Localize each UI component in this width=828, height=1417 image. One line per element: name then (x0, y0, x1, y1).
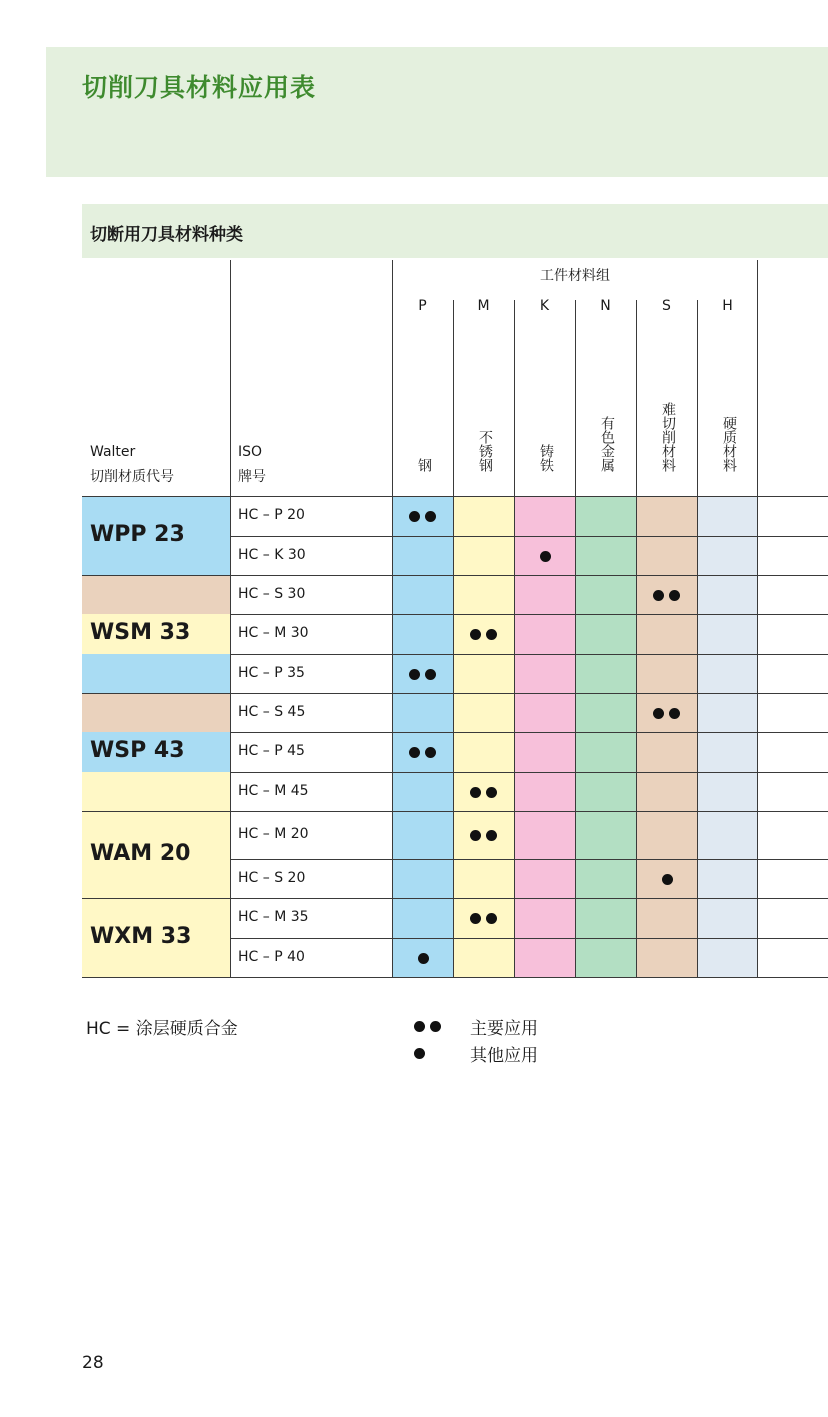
other-use-dot-icon (662, 874, 673, 885)
column-letter: H (722, 298, 733, 314)
main-use-dot-icon (486, 629, 497, 640)
material-cell (636, 811, 697, 859)
table-rule (392, 260, 393, 977)
grade-name: WPP 23 (90, 521, 185, 547)
column-letter: K (539, 298, 550, 314)
material-cell (575, 938, 636, 977)
material-cell (697, 859, 758, 898)
material-cell (392, 811, 453, 859)
material-cell (575, 614, 636, 654)
material-cell (514, 614, 575, 654)
material-cell (636, 536, 697, 575)
material-cell (514, 772, 575, 811)
column-material-name: 有色金属 (599, 416, 615, 472)
material-cell (575, 859, 636, 898)
material-cell (575, 732, 636, 772)
material-cell (453, 811, 514, 859)
iso-grade-label: HC – S 20 (238, 869, 306, 886)
material-cell (575, 536, 636, 575)
column-material-name: 硬质材料 (721, 416, 737, 472)
iso-grade-label: HC – P 45 (238, 743, 305, 759)
material-cell (697, 938, 758, 977)
main-use-dot-icon (425, 511, 436, 522)
iso-grade-label: HC – S 30 (238, 585, 306, 602)
table-rule (636, 300, 637, 977)
material-cell (697, 811, 758, 859)
legend-dot-icon (414, 1021, 425, 1032)
page-number: 28 (82, 1353, 104, 1373)
column-material-name: 难切削材料 (660, 402, 676, 472)
table-rule (230, 938, 828, 939)
material-cell (697, 693, 758, 732)
column-material-name: 不锈钢 (477, 430, 493, 472)
iso-grade-label: HC – M 35 (238, 909, 309, 925)
legend-dot-icon (414, 1048, 425, 1059)
grade-cell-bg (82, 654, 230, 693)
main-use-dot-icon (486, 913, 497, 924)
column-letter: S (662, 298, 671, 314)
table-rule (82, 496, 828, 497)
material-cell (453, 575, 514, 614)
table-rule (230, 654, 828, 655)
material-cell (392, 614, 453, 654)
main-use-dot-icon (409, 511, 420, 522)
main-use-dot-icon (425, 669, 436, 680)
material-cell (636, 898, 697, 938)
material-cell (697, 536, 758, 575)
iso-grade-label: HC – M 45 (238, 782, 309, 799)
material-cell (453, 938, 514, 977)
other-use-dot-icon (540, 551, 551, 562)
iso-grade-label: HC – S 45 (238, 703, 306, 720)
table-rule (757, 260, 758, 977)
material-cell (392, 732, 453, 772)
iso-header-line1: ISO (238, 444, 263, 460)
main-use-dot-icon (653, 590, 664, 601)
material-cell (514, 693, 575, 732)
grade-name: WAM 20 (90, 840, 191, 866)
column-material-name: 钢 (416, 458, 432, 472)
material-cell (636, 772, 697, 811)
table-rule (82, 977, 828, 978)
column-letter: M (477, 298, 490, 314)
table-rule (82, 693, 828, 694)
table-rule (230, 536, 828, 537)
material-cell (453, 496, 514, 536)
material-cell (514, 575, 575, 614)
main-use-dot-icon (409, 747, 420, 758)
material-cell (453, 654, 514, 693)
table-rule (514, 300, 515, 977)
material-cell (392, 693, 453, 732)
material-cell (453, 614, 514, 654)
material-cell (575, 496, 636, 536)
main-use-dot-icon (486, 830, 497, 841)
material-cell (453, 732, 514, 772)
material-cell (636, 654, 697, 693)
material-cell (636, 938, 697, 977)
iso-grade-label: HC – M 30 (238, 625, 309, 641)
material-cell (697, 496, 758, 536)
grade-header-line1: Walter (90, 444, 136, 460)
material-cell (453, 859, 514, 898)
main-use-dot-icon (486, 787, 497, 798)
main-use-dot-icon (653, 708, 664, 719)
material-cell (514, 732, 575, 772)
material-cell (514, 859, 575, 898)
legend-other-use: 其他应用 (470, 1046, 538, 1066)
material-cell (697, 898, 758, 938)
material-cell (453, 536, 514, 575)
material-cell (575, 898, 636, 938)
material-cell (636, 693, 697, 732)
page-title: 切削刀具材料应用表 (82, 73, 317, 102)
column-letter: P (418, 298, 427, 314)
material-cell (636, 575, 697, 614)
material-cell (697, 732, 758, 772)
column-letter: N (600, 298, 611, 314)
material-cell (636, 614, 697, 654)
legend-hc-note: HC = 涂层硬质合金 (86, 1019, 238, 1039)
material-cell (392, 654, 453, 693)
table-rule (575, 300, 576, 977)
grade-cell-bg (82, 693, 230, 732)
table-rule (697, 300, 698, 977)
material-cell (392, 496, 453, 536)
grade-header-line2: 切削材质代号 (90, 469, 174, 485)
material-cell (514, 496, 575, 536)
material-cell (575, 772, 636, 811)
material-cell (575, 654, 636, 693)
table-rule (230, 260, 231, 977)
material-cell (392, 772, 453, 811)
material-cell (636, 732, 697, 772)
table-rule (82, 898, 828, 899)
material-cell (453, 898, 514, 938)
material-cell (697, 772, 758, 811)
iso-grade-label: HC – P 20 (238, 507, 305, 523)
material-cell (392, 536, 453, 575)
material-cell (697, 654, 758, 693)
column-material-name: 铸铁 (538, 444, 554, 472)
grade-name: WXM 33 (90, 923, 192, 949)
iso-grade-label: HC – K 30 (238, 546, 306, 563)
grade-cell-bg (82, 575, 230, 614)
iso-grade-label: HC – M 20 (238, 826, 309, 842)
material-cell (392, 575, 453, 614)
material-cell (575, 811, 636, 859)
main-use-dot-icon (669, 708, 680, 719)
material-cell (392, 898, 453, 938)
material-cell (697, 575, 758, 614)
main-use-dot-icon (470, 629, 481, 640)
material-cell (636, 496, 697, 536)
material-cell (697, 614, 758, 654)
table-rule (82, 811, 828, 812)
main-use-dot-icon (669, 590, 680, 601)
table-rule (230, 859, 828, 860)
table-rule (230, 732, 828, 733)
material-cell (514, 938, 575, 977)
legend-main-use: 主要应用 (470, 1019, 538, 1039)
grade-cell-bg (82, 772, 230, 811)
iso-grade-label: HC – P 40 (238, 948, 305, 965)
material-cell (514, 898, 575, 938)
iso-header-line2: 牌号 (238, 469, 266, 485)
material-group-title: 工件材料组 (540, 268, 610, 284)
material-cell (514, 811, 575, 859)
main-use-dot-icon (425, 747, 436, 758)
other-use-dot-icon (418, 953, 429, 964)
material-cell (453, 693, 514, 732)
material-cell (575, 575, 636, 614)
main-use-dot-icon (470, 913, 481, 924)
table-rule (453, 300, 454, 977)
main-use-dot-icon (409, 669, 420, 680)
material-cell (514, 654, 575, 693)
grade-name: WSP 43 (90, 738, 185, 763)
legend-dot-icon (430, 1021, 441, 1032)
table-rule (230, 614, 828, 615)
table-rule (82, 575, 828, 576)
grade-name: WSM 33 (90, 620, 191, 645)
material-cell (453, 772, 514, 811)
main-use-dot-icon (470, 830, 481, 841)
section-title: 切断用刀具材料种类 (90, 225, 243, 245)
material-cell (392, 859, 453, 898)
material-cell (575, 693, 636, 732)
main-use-dot-icon (470, 787, 481, 798)
table-rule (230, 772, 828, 773)
iso-grade-label: HC – P 35 (238, 664, 305, 681)
